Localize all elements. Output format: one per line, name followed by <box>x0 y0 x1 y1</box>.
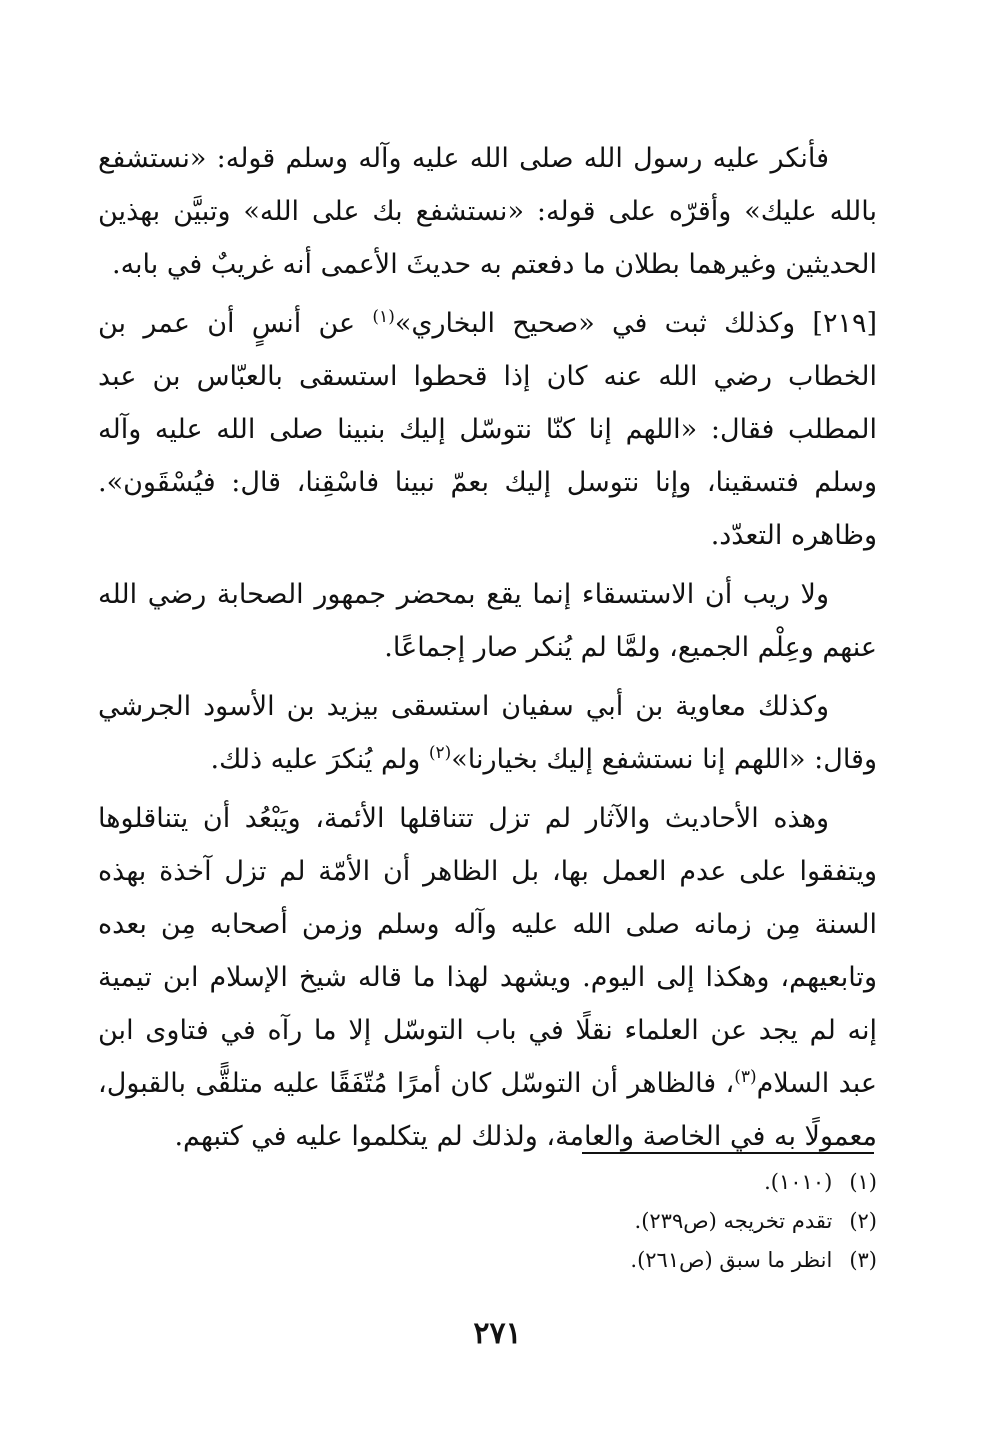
paragraph-5 <box>98 792 877 1163</box>
paragraph-1-text: فأنكر عليه رسول الله صلى الله عليه وآله وسلم قوله: «نستشفع بالله عليك» وأقرّه على قوله: «نستشفع بك على الله» وتبيَّن بهذين الحديثين وغيرهما بطلان ما دفعتم به حديثَ الأعمى أنه غريبٌ في بابه. <box>98 143 877 280</box>
main-text <box>98 132 877 1169</box>
footnote-2-text: تقدم تخريجه (ص٢٣٩). <box>634 1209 833 1233</box>
paragraph-3-text: ولا ريب أن الاستسقاء إنما يقع بمحضر جمهور الصحابة رضي الله عنهم وعِلْم الجميع، ولمَّا لم يُنكر صار إجماعًا. <box>98 579 877 663</box>
footnote-2 <box>98 1202 877 1241</box>
paragraph-2-text-after: عن أنسٍ أن عمر بن الخطاب رضي الله عنه كان إذا قحطوا استسقى بالعبّاس بن عبد المطلب فقال: «اللهم إنا كنّا نتوسّل إليك بنبينا صلى الله عليه وآله وسلم فتسقينا، وإنا نتوسل إليك بعمّ نبينا فاسْقِنا، قال: فيُسْقَون». وظاهره التعدّد. <box>98 308 877 551</box>
footnotes <box>98 1163 877 1280</box>
paragraph-2 <box>98 297 877 562</box>
footnote-1-number: (١) <box>849 1170 877 1194</box>
footnote-3 <box>98 1241 877 1280</box>
footnote-1 <box>98 1163 877 1202</box>
page-number: ٢٧١ <box>473 1316 522 1351</box>
paragraph-5-text-after: ، فالظاهر أن التوسّل كان أمرًا مُتّفَقًا عليه متلقًّى بالقبول، معمولًا به في الخاصة والعامة، ولذلك لم يتكلموا عليه في كتبهم. <box>98 1068 877 1152</box>
footnote-ref-2[interactable]: (٢) <box>428 743 452 763</box>
paragraph-3 <box>98 568 877 674</box>
footnote-separator <box>582 1152 874 1154</box>
footnote-ref-1[interactable]: (١) <box>372 307 395 327</box>
footnote-ref-3[interactable]: (٣) <box>734 1067 757 1087</box>
paragraph-2-text-before: [٢١٩] وكذلك ثبت في «صحيح البخاري» <box>394 308 878 339</box>
paragraph-4-text-after: ولم يُنكرَ عليه ذلك. <box>210 744 429 775</box>
paragraph-4-text-before: وكذلك معاوية بن أبي سفيان استسقى بيزيد بن الأسود الجرشي وقال: «اللهم إنا نستشفع إليك بخيارنا» <box>98 691 877 775</box>
paragraph-5-text-before: وهذه الأحاديث والآثار لم تزل تتناقلها الأئمة، ويَبْعُد أن يتناقلوها ويتفقوا على عدم العمل بها، بل الظاهر أن الأمّة لم تزل آخذة بهذه السنة مِن زمانه صلى الله عليه وآله وسلم وزمن أصحابه مِن بعده وتابعيهم، وهكذا إلى اليوم. ويشهد لهذا ما قاله شيخ الإسلام ابن تيمية إنه لم يجد عن العلماء نقلًا في باب التوسّل إلا ما رآه في فتاوى ابن عبد السلام <box>98 803 877 1099</box>
footnote-3-number: (٣) <box>849 1248 877 1272</box>
footnote-2-number: (٢) <box>849 1209 877 1233</box>
paragraph-4 <box>98 680 877 786</box>
footnote-3-text: انظر ما سبق (ص٢٦١). <box>630 1248 833 1272</box>
paragraph-1 <box>98 132 877 291</box>
footnote-1-text: (١٠١٠). <box>764 1170 833 1194</box>
